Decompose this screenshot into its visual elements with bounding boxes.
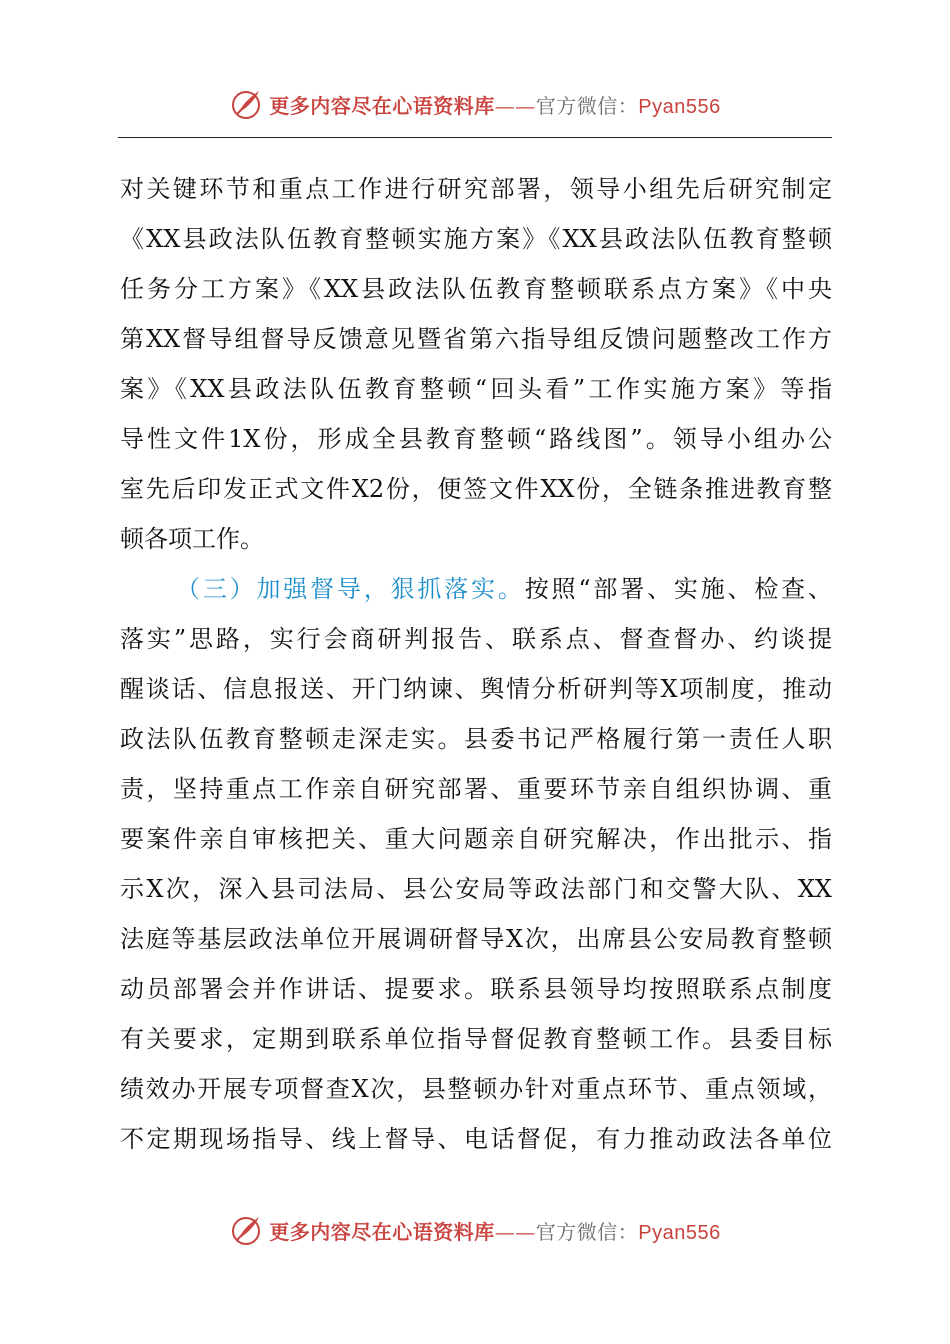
watermark-id: Pyan556 (638, 95, 721, 118)
header-rule (118, 137, 832, 138)
watermark-text (269, 90, 720, 119)
body-line: 《XX县政法队伍教育整顿实施方案》《XX县政法队伍教育整顿 (120, 225, 832, 253)
quill-circle-icon (229, 1212, 265, 1248)
body-line: 动员部署会并作讲话、提要求。联系县领导均按照联系点制度 (120, 975, 832, 1003)
watermark-id: Pyan556 (638, 1221, 721, 1244)
body-line: 政法队伍教育整顿走深走实。县委书记严格履行第一责任人职 (120, 725, 832, 753)
body-line: 不定期现场指导、线上督导、电话督促，有力推动政法各单位 (120, 1125, 832, 1153)
body-line: 绩效办开展专项督查X次，县整顿办针对重点环节、重点领域， (120, 1075, 832, 1103)
watermark-text (269, 1216, 720, 1245)
body-line: 任务分工方案》《XX县政法队伍教育整顿联系点方案》《中央 (120, 275, 832, 303)
body-line: 有关要求，定期到联系单位指导督促教育整顿工作。县委目标 (120, 1025, 832, 1053)
body-line: 醒谈话、信息报送、开门纳谏、舆情分析研判等X项制度，推动 (120, 675, 832, 703)
section-heading-line (120, 564, 832, 614)
watermark-official: 官方微信： (535, 1219, 639, 1244)
section-heading: （三）加强督导，狠抓落实。 (176, 575, 525, 603)
body-line: 导性文件1X份，形成全县教育整顿“路线图”。领导小组办公 (120, 425, 832, 453)
body-line: 要案件亲自审核把关、重大问题亲自研究解决，作出批示、指 (120, 825, 832, 853)
body-line: 室先后印发正式文件X2份，便签文件XX份，全链条推进教育整 (120, 475, 832, 503)
watermark-separator: —— (494, 1219, 536, 1244)
watermark-main: 更多内容尽在心语资料库 (269, 93, 495, 118)
section-heading-rest: 按照“部署、实施、检查、 (524, 575, 832, 603)
body-line: 责，坚持重点工作亲自研究部署、重要环节亲自组织协调、重 (120, 775, 832, 803)
body-line: 顿各项工作。 (120, 525, 264, 553)
watermark-official: 官方微信： (535, 93, 639, 118)
watermark-separator: —— (494, 93, 536, 118)
body-line: 落实”思路，实行会商研判报告、联系点、督查督办、约谈提 (120, 625, 832, 653)
header-watermark (0, 84, 950, 124)
footer-watermark (0, 1210, 950, 1250)
body-line: 示X次，深入县司法局、县公安局等政法部门和交警大队、XX (120, 875, 832, 903)
body-line: 对关键环节和重点工作进行研究部署，领导小组先后研究制定 (120, 175, 832, 203)
body-line: 法庭等基层政法单位开展调研督导X次，出席县公安局教育整顿 (120, 925, 832, 953)
body-line: 第XX督导组督导反馈意见暨省第六指导组反馈问题整改工作方 (120, 325, 832, 353)
quill-circle-icon (229, 86, 265, 122)
body-line: 案》《XX县政法队伍教育整顿“回头看”工作实施方案》等指 (120, 375, 832, 403)
document-body (120, 164, 832, 1164)
watermark-main: 更多内容尽在心语资料库 (269, 1219, 495, 1244)
